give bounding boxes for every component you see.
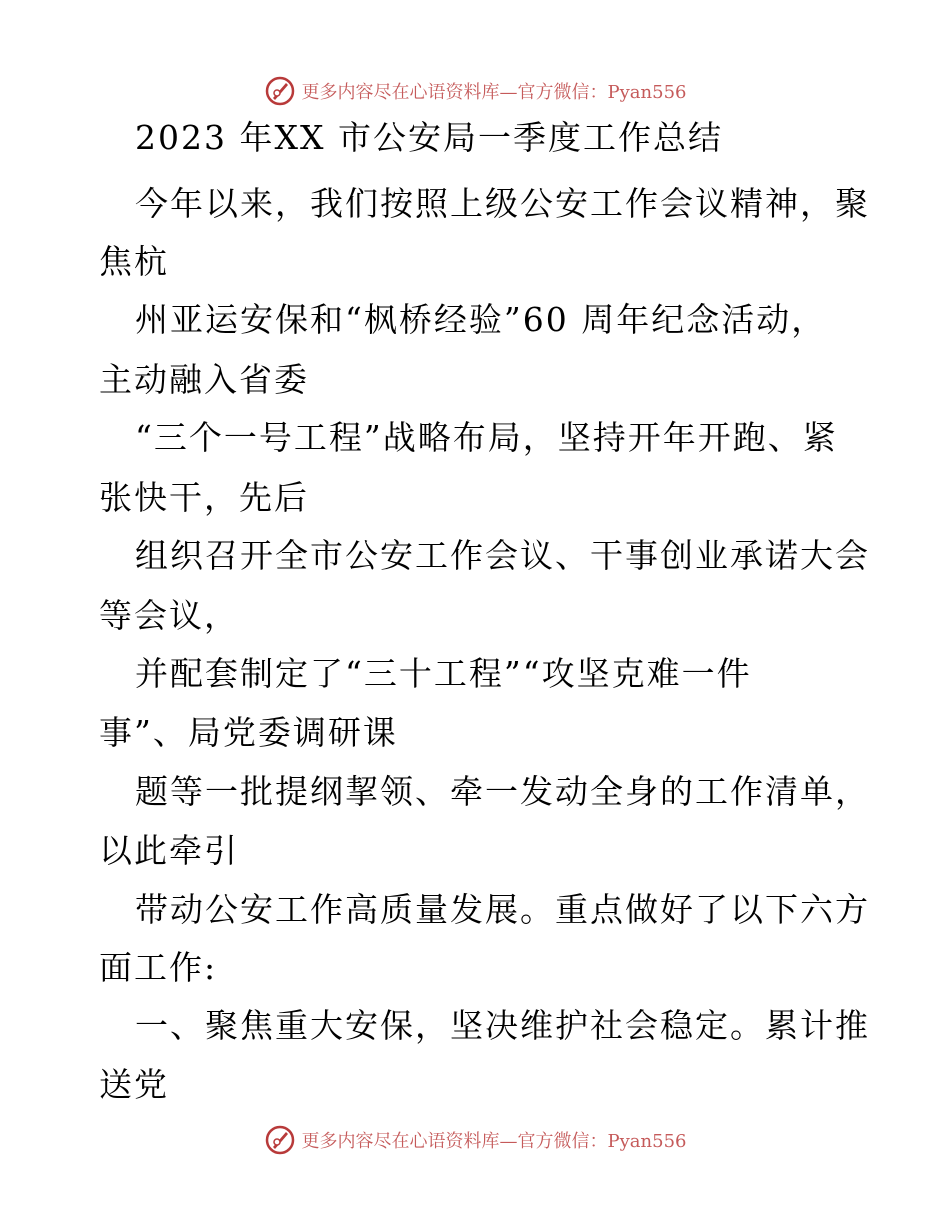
banner-text — [302, 1127, 687, 1153]
banner-wechat: 官方微信：Pyan556 — [517, 1131, 687, 1152]
paragraph-line: 主动融入省委 — [99, 360, 309, 399]
footer-banner — [0, 1120, 950, 1160]
paragraph-line: 组织召开全市公安工作会议、干事创业承诺大会 — [135, 536, 870, 575]
paragraph-line: 带动公安工作高质量发展。重点做好了以下六方 — [135, 890, 870, 929]
banner-wechat: 官方微信：Pyan556 — [517, 82, 687, 103]
paragraph-line: 并配套制定了“三十工程”“攻坚克难一件 — [135, 654, 752, 693]
paragraph-line: 面工作: — [99, 948, 218, 987]
paragraph-line: 以此牵引 — [99, 831, 239, 870]
header-banner — [0, 71, 950, 111]
paragraph-line: 州亚运安保和“枫桥经验”60 周年纪念活动， — [135, 300, 827, 339]
paragraph-line: 今年以来，我们按照上级公安工作会议精神，聚 — [135, 184, 870, 223]
paragraph-line: 题等一批提纲挈领、牵一发动全身的工作清单， — [135, 772, 870, 811]
paragraph-line: 一、聚焦重大安保，坚决维护社会稳定。累计推 — [135, 1006, 870, 1045]
paragraph-line: 事”、局党委调研课 — [99, 713, 398, 752]
banner-slogan: 更多内容尽在心语资料库— — [301, 1131, 518, 1152]
quill-logo-icon — [264, 75, 296, 107]
quill-logo-icon — [264, 1124, 296, 1156]
paragraph-line: 焦杭 — [99, 242, 169, 281]
paragraph-line: 等会议， — [99, 596, 239, 635]
paragraph-line: 送党 — [99, 1065, 169, 1104]
banner-slogan: 更多内容尽在心语资料库— — [301, 82, 518, 103]
paragraph-line: “三个一号工程”战略布局，坚持开年开跑、紧 — [135, 418, 838, 457]
document-title: 2023 年XX 市公安局一季度工作总结 — [135, 118, 723, 157]
banner-text — [302, 78, 687, 104]
paragraph-line: 张快干，先后 — [99, 478, 309, 517]
